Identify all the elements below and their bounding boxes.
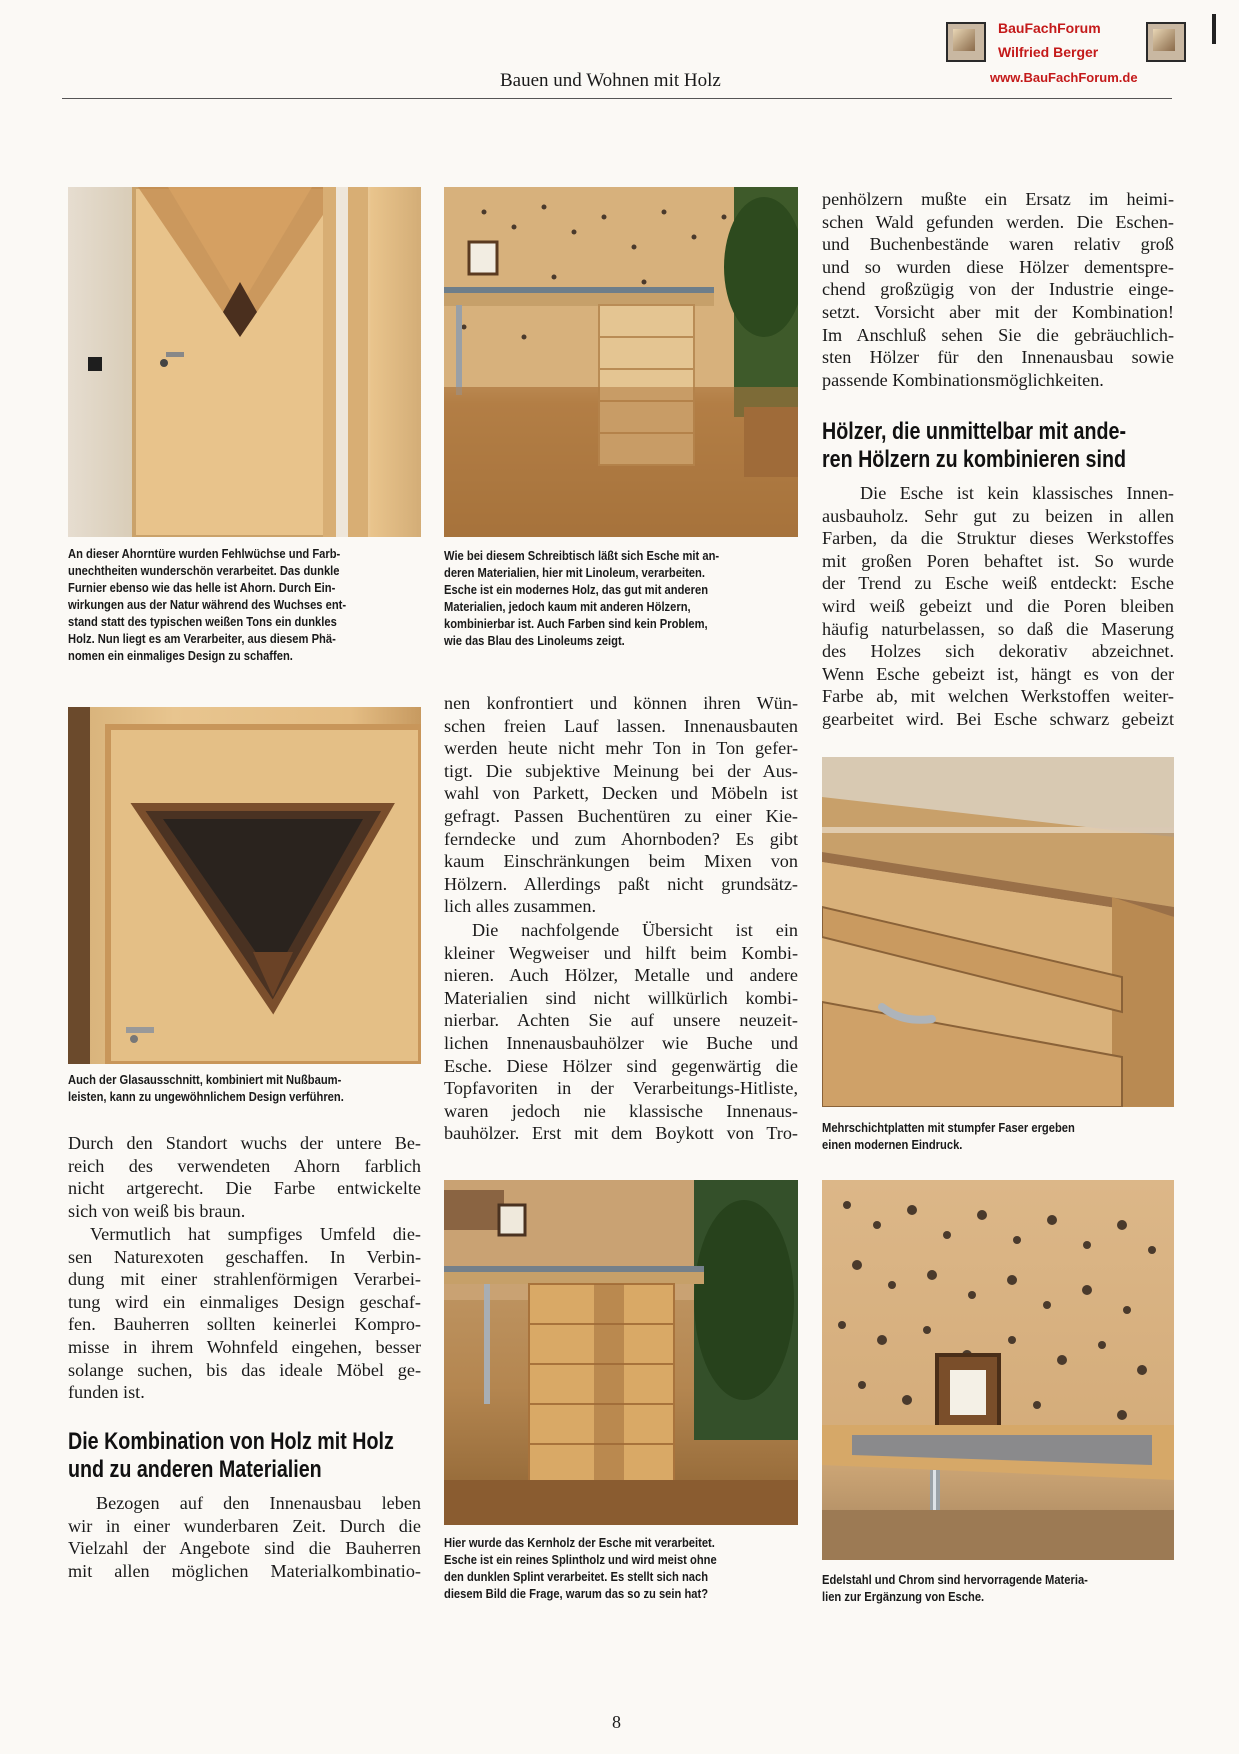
text-line: Die nachfolgende Übersicht ist ein xyxy=(472,920,798,940)
photo-steel-chrome-detail xyxy=(822,1180,1174,1560)
text-line: wir in einer wunderbaren Zeit. Durch die xyxy=(68,1515,421,1536)
header-rule xyxy=(62,98,1172,99)
caption-line: An dieser Ahorntüre wurden Fehlwüchse und Farb- xyxy=(68,546,341,561)
photo-maple-door xyxy=(68,187,421,537)
text-line: bauhölzer. Erst mit dem Boykott von Tro- xyxy=(444,1123,798,1144)
text-line: Wenn Esche gebeizt ist, hängt es von der xyxy=(822,663,1174,684)
photo-door-glass-cutout xyxy=(68,707,421,1064)
text-line: Bezogen auf den Innenausbau leben xyxy=(96,1493,421,1513)
logo-url[interactable]: www.BauFachForum.de xyxy=(990,70,1138,85)
caption-line: leisten, kann zu ungewöhnlichem Design verführen. xyxy=(68,1089,344,1104)
text-line: schen freien Lauf lassen. Innenausbauten xyxy=(444,715,798,736)
caption-maple-door xyxy=(68,545,346,664)
text-line: kleiner Wegweiser und hilft beim Kombi- xyxy=(444,942,798,963)
caption-door-glass-cutout xyxy=(68,1071,344,1105)
text-line: gearbeitet wird. Bei Esche schwarz gebeizt xyxy=(822,708,1174,729)
caption-line: Wie bei diesem Schreibtisch läßt sich Esche mit an- xyxy=(444,548,720,563)
left-para-3 xyxy=(68,1492,421,1582)
text-line: Topfavoriten in der Verarbeitungs-Hitliste, xyxy=(444,1078,798,1099)
caption-steel-chrome-detail xyxy=(822,1571,1088,1605)
caption-line: Holz. Nun liegt es am Verarbeiter, aus diesem Phä- xyxy=(68,631,336,646)
caption-line: den dunklen Splint verarbeitet. Es stellt sich nach xyxy=(444,1569,709,1584)
middle-para-2 xyxy=(444,919,798,1145)
text-line: mit großen Poren behaftet ist. So wurde xyxy=(822,550,1174,571)
text-line: penhölzern mußte ein Ersatz im heimi- xyxy=(822,189,1174,209)
text-line: nen konfrontiert und können ihren Wün- xyxy=(444,693,798,713)
text-line: ausbauholz. Sehr gut zu beizen in allen xyxy=(822,505,1174,526)
photo-multilayer-cabinet xyxy=(822,757,1174,1107)
text-line: chend großzügig von der Industrie einge- xyxy=(822,279,1174,300)
caption-line: Furnier ebenso wie das helle ist Ahorn. Durch Ein- xyxy=(68,580,336,595)
section-heading-combination xyxy=(68,1428,394,1484)
text-line: lichen Innenausbauhölzer wie Buche und xyxy=(444,1032,798,1053)
text-line: Farbe ab, mit welchen Werkstoffen weiter- xyxy=(822,686,1174,707)
heading-line: und zu anderen Materialien xyxy=(68,1456,322,1483)
text-line: sten Hölzer für den Innenausbau sowie xyxy=(822,347,1174,368)
text-line: tigt. Die subjektive Meinung bei der Aus- xyxy=(444,760,798,781)
caption-line: Esche ist ein modernes Holz, das gut mit anderen xyxy=(444,582,709,597)
right-para-1 xyxy=(822,188,1174,391)
text-line: sen Naturexoten geschaffen. In Verbin- xyxy=(68,1246,421,1267)
text-line: werden heute nicht mehr Ton in Ton gefer- xyxy=(444,738,798,759)
text-line: ferndecke und zum Ahornboden? Es gibt xyxy=(444,828,798,849)
caption-line: Mehrschichtplatten mit stumpfer Faser ergeben xyxy=(822,1120,1075,1135)
text-line: passende Kombinationsmöglichkeiten. xyxy=(822,369,1104,390)
caption-line: diesem Bild die Frage, warum das so zu sein hat? xyxy=(444,1586,709,1601)
caption-line: Edelstahl und Chrom sind hervorragende Materia- xyxy=(822,1572,1088,1587)
caption-line: einen modernen Eindruck. xyxy=(822,1137,963,1152)
running-header: Bauen und Wohnen mit Holz xyxy=(500,70,721,91)
caption-line: lien zur Ergänzung von Esche. xyxy=(822,1589,985,1604)
text-line: tung wird ein einmaliges Design geschaf- xyxy=(68,1291,421,1312)
text-line: reich des verwendeten Ahorn farblich xyxy=(68,1155,421,1176)
logo-icon-left xyxy=(946,22,986,62)
photo-ash-desk-heartwood xyxy=(444,1180,798,1525)
text-line: Durch den Standort wuchs der untere Be- xyxy=(68,1133,421,1153)
text-line: Vielzahl der Angebote sind die Bauherren xyxy=(68,1538,421,1559)
text-line: solange suchen, bis das ideale Möbel ge- xyxy=(68,1359,421,1380)
text-line: dung mit einer strahlenförmigen Verarbei- xyxy=(68,1269,421,1290)
text-line: kaum Einschränkungen beim Mixen von xyxy=(444,851,798,872)
caption-line: Materialien, jedoch kaum mit anderen Hölzern, xyxy=(444,599,691,614)
text-line: des Holzes sich dekorativ abzeichnet. xyxy=(822,641,1174,662)
photo-ash-desk-linoleum xyxy=(444,187,798,537)
text-line: Vermutlich hat sumpfiges Umfeld die- xyxy=(90,1224,421,1244)
text-line: und Buchenbestände waren relativ groß xyxy=(822,234,1174,255)
text-line: waren jedoch nie klassische Innenaus- xyxy=(444,1100,798,1121)
caption-line: deren Materialien, hier mit Linoleum, verarbeiten. xyxy=(444,565,705,580)
text-line: Die Esche ist kein klassisches Innen- xyxy=(860,483,1174,503)
text-line: Farben, da die Struktur dieses Werkstoffes xyxy=(822,528,1174,549)
caption-line: wirkungen aus der Natur während des Wuchses ent- xyxy=(68,597,347,612)
left-para-1 xyxy=(68,1132,421,1222)
text-line: Hölzern. Allerdings paßt nicht grundsätz- xyxy=(444,873,798,894)
text-line: sich von weiß bis braun. xyxy=(68,1200,246,1221)
caption-line: unechtheiten wunderschön verarbeitet. Das dunkle xyxy=(68,563,340,578)
text-line: Esche. Diese Hölzer sind gegenwärtig die xyxy=(444,1055,798,1076)
middle-para-1 xyxy=(444,692,798,918)
text-line: gefragt. Passen Buchentüren zu einer Kie- xyxy=(444,805,798,826)
text-line: nicht artgerecht. Die Farbe entwickelte xyxy=(68,1178,421,1199)
edge-mark xyxy=(1212,14,1216,44)
caption-line: Hier wurde das Kernholz der Esche mit verarbeitet. xyxy=(444,1535,715,1550)
logo-line-2: Wilfried Berger xyxy=(998,44,1099,60)
caption-line: Auch der Glasausschnitt, kombiniert mit Nußbaum- xyxy=(68,1072,342,1087)
left-para-2 xyxy=(68,1223,421,1404)
caption-line: Esche ist ein reines Splintholz und wird meist ohne xyxy=(444,1552,717,1567)
text-line: funden ist. xyxy=(68,1382,145,1403)
caption-line: stand statt des typischen weißen Tons ein dunkles xyxy=(68,614,337,629)
text-line: nierbar. Achten Sie auf unsere neuzeit- xyxy=(444,1010,798,1031)
text-line: setzt. Vorsicht aber mit der Kombination! xyxy=(822,301,1174,322)
text-line: wahl von Parkett, Decken und Möbeln ist xyxy=(444,783,798,804)
heading-line: Die Kombination von Holz mit Holz xyxy=(68,1428,394,1455)
section-heading-wood-combinations xyxy=(822,418,1126,474)
text-line: misse in ihrem Wohnfeld eingehen, besser xyxy=(68,1336,421,1357)
logo-line-1: BauFachForum xyxy=(998,20,1101,36)
text-line: der Trend zu Esche weiß entdeckt: Esche xyxy=(822,573,1174,594)
heading-line: Hölzer, die unmittelbar mit ande- xyxy=(822,418,1127,445)
text-line: wird weiß gebeizt und die Poren bleiben xyxy=(822,595,1174,616)
text-line: Materialien sind nicht willkürlich kombi- xyxy=(444,987,798,1008)
page-number: 8 xyxy=(612,1712,621,1732)
caption-line: kombinierbar ist. Auch Farben sind kein Problem, xyxy=(444,616,708,631)
caption-line: wie das Blau des Linoleums zeigt. xyxy=(444,633,625,648)
text-line: Im Anschluß sehen Sie die gebräuchlich- xyxy=(822,324,1174,345)
text-line: mit allen möglichen Materialkombinatio- xyxy=(68,1560,421,1581)
text-line: lich alles zusammen. xyxy=(444,896,597,917)
right-para-2 xyxy=(822,482,1174,731)
text-line: und so wurden diese Hölzer dementspre- xyxy=(822,256,1174,277)
caption-ash-desk-linoleum xyxy=(444,547,719,649)
logo-icon-right xyxy=(1146,22,1186,62)
text-line: nieren. Auch Hölzer, Metalle und andere xyxy=(444,965,798,986)
text-line: schen Wald gefunden werden. Die Eschen- xyxy=(822,211,1174,232)
caption-ash-desk-heartwood xyxy=(444,1534,717,1602)
text-line: häufig naturbelassen, so daß die Maserung xyxy=(822,618,1174,639)
heading-line: ren Hölzern zu kombinieren sind xyxy=(822,446,1127,473)
text-line: fen. Bauherren sollten keinerlei Kompro- xyxy=(68,1314,421,1335)
caption-line: nomen ein einmaliges Design zu schaffen. xyxy=(68,648,293,663)
caption-multilayer-cabinet xyxy=(822,1119,1075,1153)
